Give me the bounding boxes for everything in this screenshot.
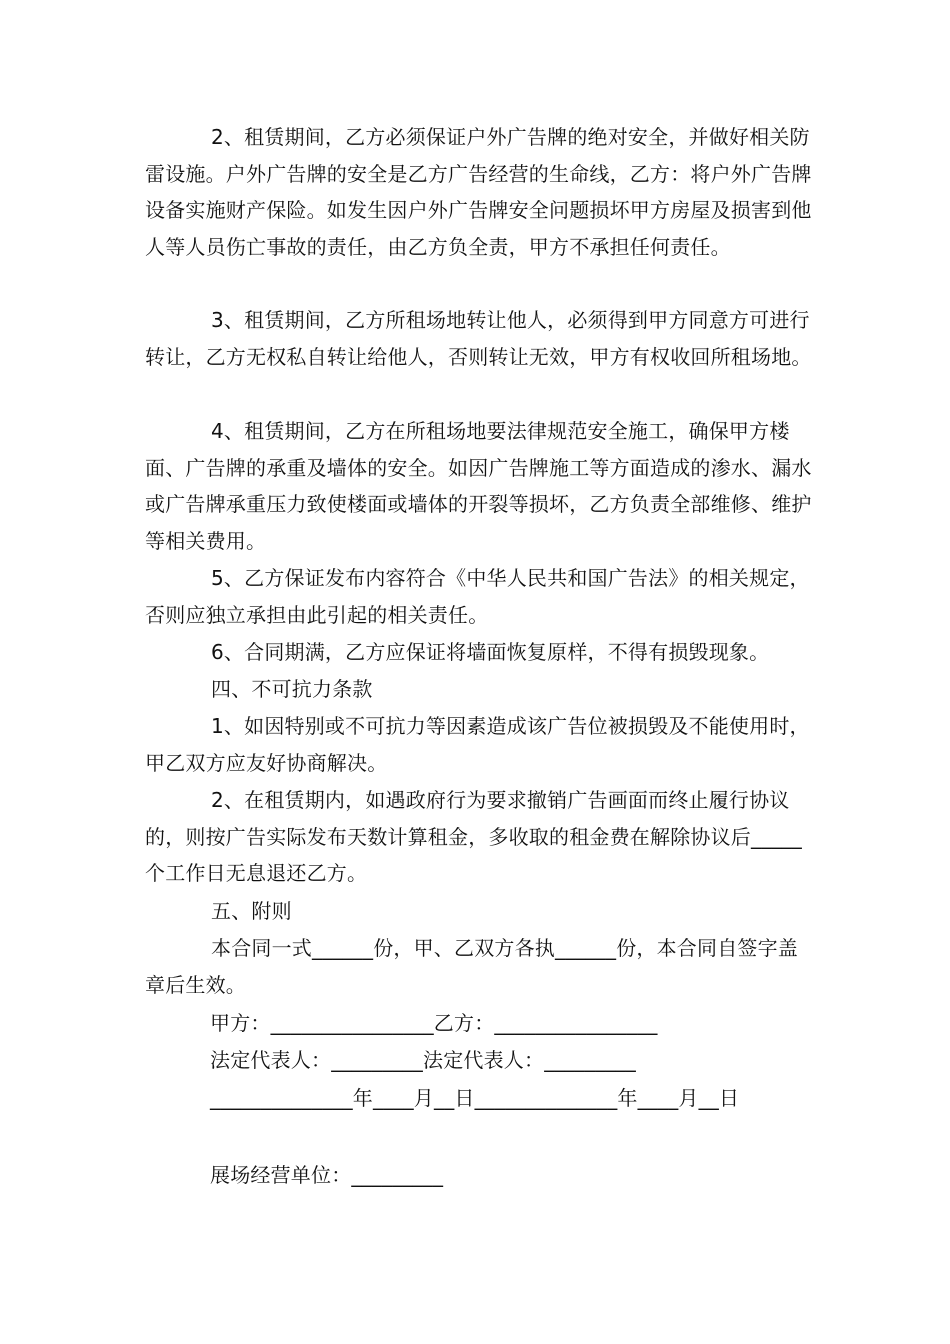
signature-representatives-line: 法定代表人：_________法定代表人：_________ bbox=[210, 1048, 636, 1072]
venue-operator-line: 展场经营单位：_________ bbox=[210, 1163, 444, 1187]
section-4-heading: 四、不可抗力条款 bbox=[211, 677, 373, 701]
signature-dates-line: ______________年____月__日______________年____月__日 bbox=[210, 1086, 740, 1110]
clause-2: 2、租赁期间，乙方必须保证户外广告牌的绝对安全，并做好相关防雷设施。户外广告牌的安全是乙方广告经营的生命线，乙方：将户外广告牌设备实施财产保险。如发生因户外广告牌安全问题损坏甲方房屋及损害到他人等人员伤亡事故的责任，由乙方负全责，甲方不承担任何责任。 bbox=[145, 125, 812, 259]
clause-4: 4、租赁期间，乙方在所租场地要法律规范安全施工，确保甲方楼面、广告牌的承重及墙体的安全。如因广告牌施工等方面造成的渗水、漏水或广告牌承重压力致使楼面或墙体的开裂等损坏，乙方负责全部维修、维护等相关费用。 bbox=[145, 419, 812, 553]
section-4-paragraph-1: 1、如因特别或不可抗力等因素造成该广告位被损毁及不能使用时，甲乙双方应友好协商解决。 bbox=[145, 714, 810, 775]
clause-3: 3、租赁期间，乙方所租场地转让他人，必须得到甲方同意方可进行转让，乙方无权私自转让给他人，否则转让无效，甲方有权收回所租场地。 bbox=[145, 308, 812, 369]
section-4-paragraph-2: 2、在租赁期内，如遇政府行为要求撤销广告画面而终止履行协议的，则按广告实际发布天数计算租金，多收取的租金费在解除协议后_____个工作日无息退还乙方。 bbox=[145, 788, 802, 885]
clause-6: 6、合同期满，乙方应保证将墙面恢复原样，不得有损毁现象。 bbox=[211, 640, 770, 664]
section-5-paragraph-1: 本合同一式______份，甲、乙双方各执______份，本合同自签字盖章后生效。 bbox=[145, 936, 798, 997]
clause-5: 5、乙方保证发布内容符合《中华人民共和国广告法》的相关规定，否则应独立承担由此引起的相关责任。 bbox=[145, 566, 810, 627]
section-5-heading: 五、附则 bbox=[211, 899, 292, 923]
signature-parties-line: 甲方：________________乙方：________________ bbox=[210, 1011, 658, 1035]
